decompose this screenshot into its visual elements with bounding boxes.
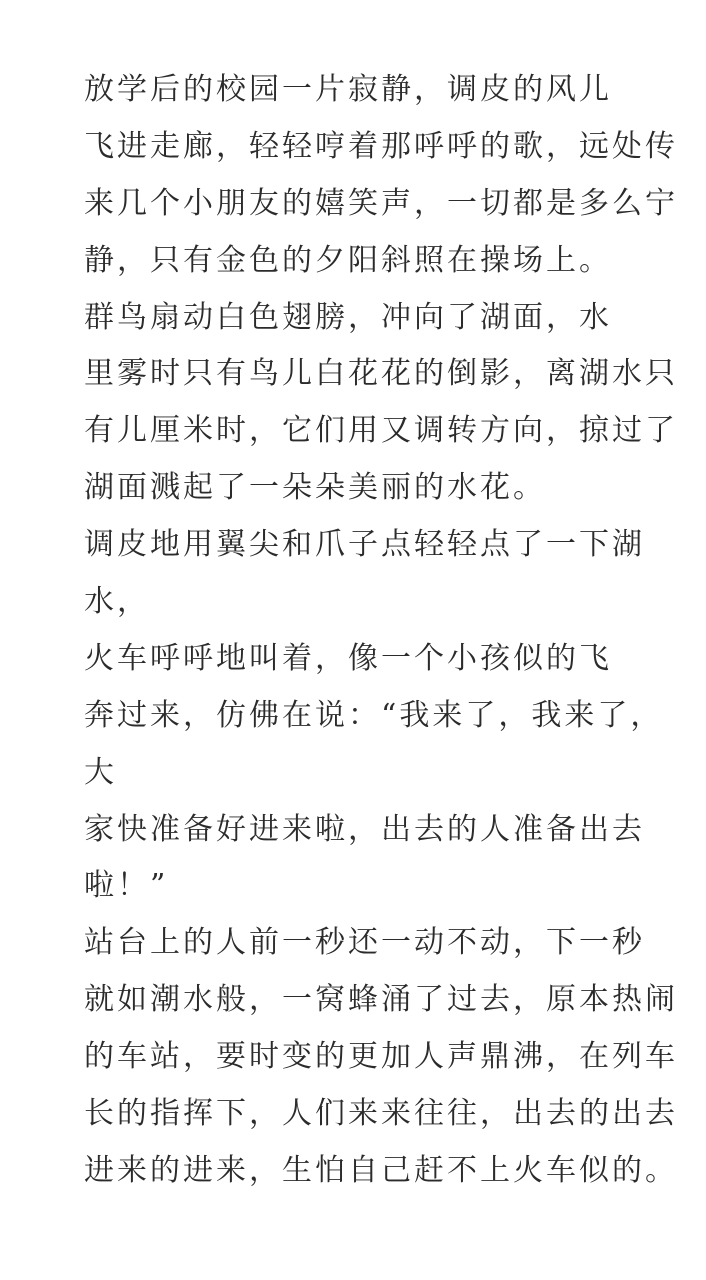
text-line-2: 飞进走廊，轻轻哼着那呼呼的歌，远处传 bbox=[84, 128, 678, 164]
text-line-4: 静，只有金色的夕阳斜照在操场上。 bbox=[84, 242, 612, 278]
text-line-8: 湖面溅起了一朵朵美丽的水花。 bbox=[84, 470, 546, 506]
text-line-6: 里雾时只有鸟儿白花花的倒影，离湖水只 bbox=[84, 356, 678, 392]
text-line-16: 站台上的人前一秒还一动不动，下一秒 bbox=[84, 925, 645, 961]
text-line-9: 调皮地用翼尖和爪子点轻轻点了一下湖 bbox=[84, 527, 645, 563]
text-line-13: 大 bbox=[84, 754, 117, 790]
text-line-10: 水， bbox=[84, 584, 150, 620]
text-line-3: 来几个小朋友的嬉笑声，一切都是多么宁 bbox=[84, 185, 678, 221]
text-line-14: 家快准备好进来啦，出去的人准备出去 bbox=[84, 811, 645, 847]
text-line-5: 群鸟扇动白色翅膀，冲向了湖面，水 bbox=[84, 299, 612, 335]
text-body bbox=[84, 62, 678, 1200]
text-line-7: 有儿厘米时，它们用又调转方向，掠过了 bbox=[84, 413, 678, 449]
text-line-11: 火车呼呼地叫着，像一个小孩似的飞 bbox=[84, 640, 612, 676]
text-line-19: 长的指挥下，人们来来往往，出去的出去 bbox=[84, 1096, 678, 1132]
text-line-1: 放学后的校园一片寂静，调皮的风儿 bbox=[84, 72, 612, 107]
text-line-17: 就如潮水般，一窝蜂涌了过去，原本热闹 bbox=[84, 982, 678, 1018]
text-line-20: 进来的进来，生怕自己赶不上火车似的。 bbox=[84, 1152, 678, 1188]
text-line-18: 的车站，要时变的更加人声鼎沸，在列车 bbox=[84, 1039, 678, 1075]
text-line-15: 啦！” bbox=[84, 868, 169, 904]
text-line-12: 奔过来，仿佛在说：“我来了，我来了， bbox=[84, 697, 664, 733]
